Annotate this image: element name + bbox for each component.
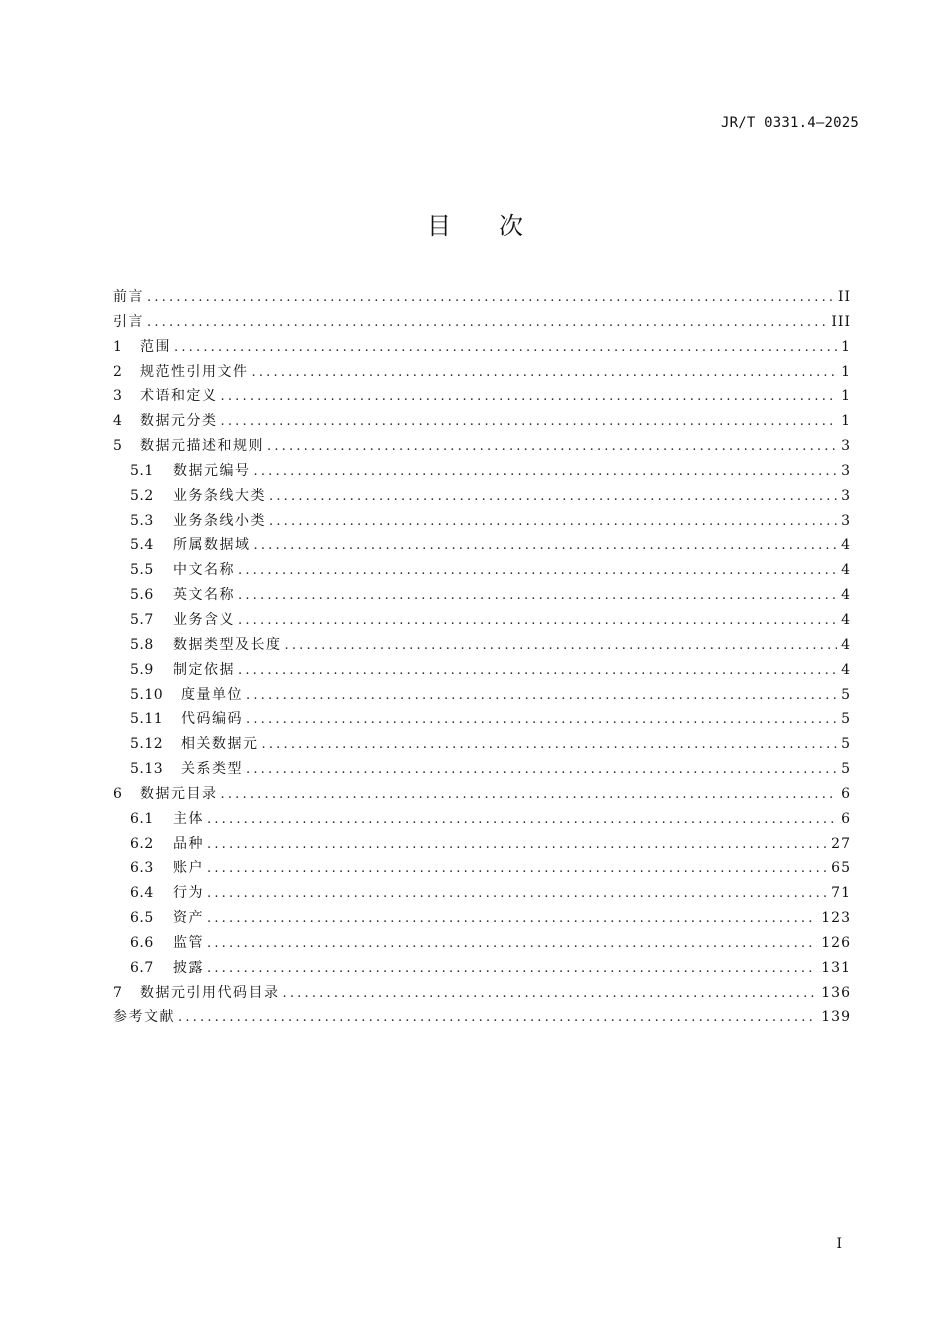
toc-entry[interactable] — [113, 435, 851, 460]
toc-entry-label: 业务条线大类 — [173, 487, 266, 504]
toc-dot-leader — [246, 712, 837, 727]
toc-dot-leader — [238, 613, 837, 628]
toc-dot-leader — [246, 762, 837, 777]
toc-entry[interactable] — [113, 634, 851, 659]
toc-entry[interactable] — [113, 336, 851, 361]
toc-entry-label: 所属数据域 — [173, 537, 251, 554]
toc-entry[interactable] — [113, 982, 851, 1007]
toc-dot-leader — [221, 389, 838, 404]
toc-entry-number: 6.7 — [130, 959, 154, 976]
toc-entry[interactable] — [113, 882, 851, 907]
toc-entry-number: 6.1 — [130, 810, 154, 827]
toc-entry-number: 6.2 — [130, 835, 154, 852]
toc-entry-page: 1 — [841, 388, 851, 405]
toc-entry-label: 数据元引用代码目录 — [140, 984, 280, 1001]
toc-entry-label: 行为 — [173, 885, 204, 902]
toc-entry-label: 参考文献 — [113, 1009, 175, 1026]
toc-entry[interactable] — [113, 361, 851, 386]
toc-dot-leader — [238, 563, 837, 578]
toc-entry-label: 代码编码 — [181, 711, 243, 728]
toc-entry-page: 3 — [841, 462, 851, 479]
toc-entry-number: 6.6 — [130, 934, 154, 951]
toc-entry-page: 3 — [841, 512, 851, 529]
toc-entry-number: 6 — [113, 785, 123, 802]
toc-entry-page: 27 — [831, 835, 851, 852]
toc-entry-page: II — [837, 289, 851, 305]
toc-entry[interactable] — [113, 758, 851, 783]
toc-entry[interactable] — [113, 708, 851, 733]
toc-entry-page: 4 — [841, 611, 851, 628]
toc-entry-label: 品种 — [173, 835, 204, 852]
toc-dot-leader — [221, 787, 838, 802]
page-title-char-1: 目 — [427, 212, 451, 240]
toc-dot-leader — [207, 812, 837, 827]
toc-entry-label: 数据元分类 — [140, 413, 218, 430]
toc-entry-page: 65 — [831, 860, 851, 877]
toc-entry-label: 术语和定义 — [140, 388, 218, 405]
toc-entry-number: 6.4 — [130, 885, 154, 902]
toc-entry-number: 5.4 — [130, 537, 154, 554]
toc-dot-leader — [254, 538, 838, 553]
toc-dot-leader — [238, 663, 837, 678]
page-title-char-2: 次 — [499, 212, 523, 240]
toc-entry-label: 英文名称 — [173, 587, 235, 604]
toc-entry-number: 5.3 — [130, 512, 154, 529]
toc-entry[interactable] — [113, 534, 851, 559]
toc-dot-leader — [283, 986, 818, 1001]
toc-entry-number: 2 — [113, 363, 123, 380]
toc-entry[interactable] — [113, 286, 851, 311]
toc-entry-number: 7 — [113, 984, 123, 1001]
toc-entry-number: 5.9 — [130, 661, 154, 678]
toc-entry-label: 账户 — [173, 860, 204, 877]
toc-entry[interactable] — [113, 957, 851, 982]
toc-entry[interactable] — [113, 311, 851, 336]
toc-entry[interactable] — [113, 584, 851, 609]
toc-entry[interactable] — [113, 808, 851, 833]
toc-entry-label: 范围 — [140, 338, 171, 355]
toc-entry[interactable] — [113, 460, 851, 485]
toc-entry-number: 1 — [113, 338, 123, 355]
toc-dot-leader — [254, 464, 838, 479]
page-title — [0, 206, 950, 241]
toc-entry-page: 1 — [841, 363, 851, 380]
toc-entry-page: 4 — [841, 661, 851, 678]
toc-entry-page: 5 — [841, 711, 851, 728]
toc-entry-number: 5.8 — [130, 636, 154, 653]
toc-entry-number: 5.13 — [130, 761, 164, 778]
toc-entry-page: 6 — [841, 810, 851, 827]
toc-entry-number: 5.10 — [130, 686, 164, 703]
toc-entry-label: 前言 — [113, 289, 144, 305]
toc-entry-page: III — [831, 313, 851, 330]
toc-entry-label: 关系类型 — [181, 761, 243, 778]
footer-page-number: I — [836, 1236, 842, 1252]
toc-entry-number: 5.7 — [130, 611, 154, 628]
toc-entry-page: 71 — [831, 885, 851, 902]
toc-dot-leader — [207, 861, 827, 876]
toc-entry[interactable] — [113, 410, 851, 435]
toc-entry-number: 6.3 — [130, 860, 154, 877]
toc-entry-page: 3 — [841, 438, 851, 455]
toc-entry-page: 4 — [841, 636, 851, 653]
toc-dot-leader — [207, 961, 817, 976]
toc-entry-number: 3 — [113, 388, 123, 405]
toc-entry[interactable] — [113, 1006, 851, 1031]
toc-dot-leader — [267, 439, 837, 454]
toc-dot-leader — [246, 688, 837, 703]
toc-entry-number: 5.2 — [130, 487, 154, 504]
toc-entry[interactable] — [113, 932, 851, 957]
toc-dot-leader — [269, 489, 837, 504]
toc-entry-page: 3 — [841, 487, 851, 504]
toc-entry-number: 5.12 — [130, 736, 164, 753]
toc-entry-number: 4 — [113, 413, 123, 430]
toc-dot-leader — [207, 837, 827, 852]
toc-entry[interactable] — [113, 609, 851, 634]
toc-entry-label: 中文名称 — [173, 562, 235, 579]
toc-dot-leader — [207, 911, 817, 926]
toc-entry-number: 5 — [113, 438, 123, 455]
toc-entry-page: 6 — [841, 785, 851, 802]
toc-entry[interactable] — [113, 733, 851, 758]
toc-entry-label: 数据元目录 — [140, 785, 218, 802]
toc-entry-label: 资产 — [173, 910, 204, 927]
toc-entry-label: 披露 — [173, 959, 204, 976]
toc-entry[interactable] — [113, 510, 851, 535]
toc-entry-label: 数据类型及长度 — [173, 636, 282, 653]
toc-dot-leader — [238, 588, 837, 603]
toc-dot-leader — [262, 737, 838, 752]
toc-entry-page: 123 — [821, 910, 851, 927]
toc-entry[interactable] — [113, 907, 851, 932]
toc-entry-label: 主体 — [173, 810, 204, 827]
toc-entry[interactable] — [113, 857, 851, 882]
table-of-contents — [113, 286, 851, 1031]
toc-entry-page: 1 — [841, 413, 851, 430]
toc-entry-label: 数据元编号 — [173, 462, 251, 479]
toc-entry-label: 监管 — [173, 934, 204, 951]
toc-dot-leader — [147, 290, 834, 305]
toc-entry[interactable] — [113, 783, 851, 808]
toc-entry-page: 4 — [841, 562, 851, 579]
toc-entry[interactable] — [113, 485, 851, 510]
toc-dot-leader — [174, 340, 837, 355]
toc-dot-leader — [207, 936, 817, 951]
toc-entry-page: 5 — [841, 761, 851, 778]
document-code: JR/T 0331.4—2025 — [720, 115, 859, 131]
toc-entry-label: 数据元描述和规则 — [140, 438, 264, 455]
toc-dot-leader — [252, 365, 838, 380]
toc-entry-page: 126 — [821, 934, 851, 951]
toc-entry[interactable] — [113, 659, 851, 684]
toc-entry-page: 5 — [841, 686, 851, 703]
toc-entry[interactable] — [113, 559, 851, 584]
toc-dot-leader — [285, 638, 838, 653]
toc-dot-leader — [269, 514, 837, 529]
toc-entry-label: 度量单位 — [181, 686, 243, 703]
toc-dot-leader — [147, 315, 827, 330]
toc-entry-label: 规范性引用文件 — [140, 363, 249, 380]
toc-entry-number: 5.5 — [130, 562, 154, 579]
toc-entry-label: 业务含义 — [173, 611, 235, 628]
toc-entry[interactable] — [113, 684, 851, 709]
toc-entry-page: 5 — [841, 736, 851, 753]
toc-entry-number: 5.1 — [130, 462, 154, 479]
toc-dot-leader — [221, 414, 838, 429]
toc-dot-leader — [178, 1010, 817, 1025]
toc-entry-label: 引言 — [113, 313, 144, 330]
toc-entry-page: 131 — [821, 959, 851, 976]
toc-entry-label: 相关数据元 — [181, 736, 259, 753]
toc-entry-label: 业务条线小类 — [173, 512, 266, 529]
toc-entry[interactable] — [113, 833, 851, 858]
toc-entry-number: 6.5 — [130, 910, 154, 927]
toc-entry-page: 4 — [841, 537, 851, 554]
toc-entry-number: 5.6 — [130, 587, 154, 604]
toc-dot-leader — [207, 886, 827, 901]
toc-entry-label: 制定依据 — [173, 661, 235, 678]
toc-entry-page: 139 — [821, 1009, 851, 1026]
toc-entry-page: 136 — [821, 984, 851, 1001]
toc-entry-page: 1 — [841, 338, 851, 355]
toc-entry[interactable] — [113, 385, 851, 410]
toc-entry-page: 4 — [841, 587, 851, 604]
toc-entry-number: 5.11 — [130, 711, 164, 728]
